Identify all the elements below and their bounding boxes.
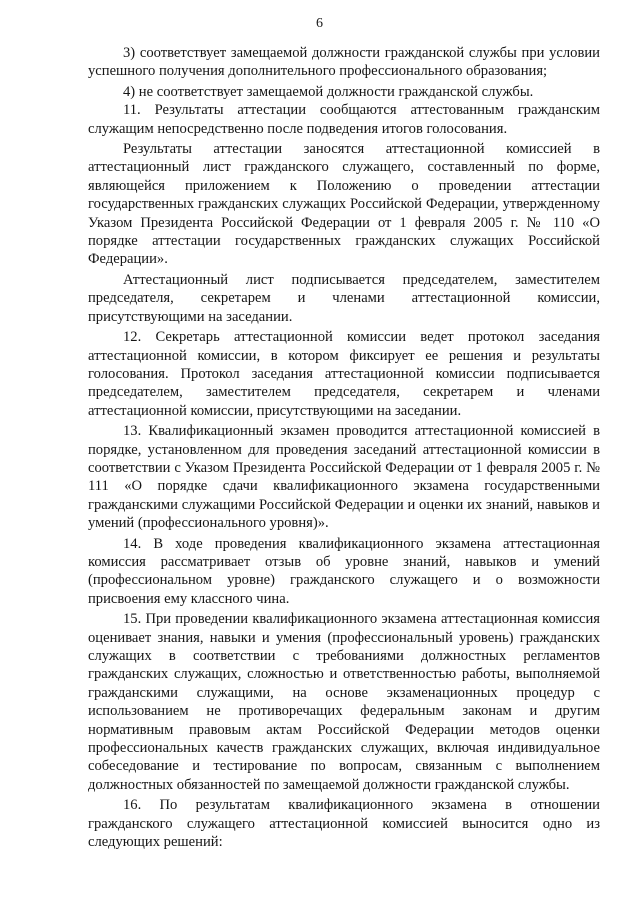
paragraph-section-13: 13. Квалификационный экзамен проводится аттестационной комиссией в порядке, установленном для проведения заседаний аттестационной комиссии в соответствии с Указом Президента Российской Федерации от 1 февраля 2005 г. № 111 «О порядке сдачи квалификационного экзамена государственными гражданскими служащими Российской Федерации и оценки их знаний, навыков и умений (профессионального уровня)». xyxy=(88,423,600,532)
paragraph-attestation-results: Результаты аттестации заносятся аттестационной комиссией в аттестационный лист гражданского служащего, составленный по форме, являющейся приложением к Положению о проведении аттестации государственных гражданских служащих Российской Федерации, утвержденному Указом Президента Российской Федерации от 1 февраля 2005 г. № 110 «О порядке аттестации государственных гражданских служащих Российской Федерации». xyxy=(88,141,600,268)
paragraph-item-3: 3) соответствует замещаемой должности гражданской службы при условии успешного получения дополнительного профессионального образования; xyxy=(88,45,600,80)
paragraph-section-15: 15. При проведении квалификационного экзамена аттестационная комиссия оценивает знания, навыки и умения (профессиональный уровень) гражданских служащих в соответствии с требованиями должностных регламентов гражданских служащих, сложностью и ответственностью работы, выполняемой гражданскими служащими, на основе экзаменационных процедур с использованием не противоречащих федеральным законам и другим нормативным правовым актам Российской Федерации методов оценки профессиональных качеств гражданских служащих, включая индивидуальное собеседование и тестирование по вопросам, связанным с выполнением должностных обязанностей по замещаемой должности гражданской службы. xyxy=(88,611,600,793)
page-number: 6 xyxy=(316,16,323,31)
document-body xyxy=(88,44,600,851)
paragraph-section-12: 12. Секретарь аттестационной комиссии ведет протокол заседания аттестационной комиссии, в котором фиксирует ее решения и результаты голосования. Протокол заседания аттестационной комиссии подписывается председателем, заместителем председателя, секретарем и членами аттестационной комиссии, присутствующими на заседании. xyxy=(88,329,600,419)
paragraph-item-4: 4) не соответствует замещаемой должности гражданской службы. xyxy=(123,83,534,100)
paragraph-section-16: 16. По результатам квалификационного экзамена в отношении гражданского служащего аттестационной комиссией выносится одно из следующих решений: xyxy=(88,797,600,851)
paragraph-section-11: 11. Результаты аттестации сообщаются аттестованным гражданским служащим непосредственно после подведения итогов голосования. xyxy=(88,102,600,137)
paragraph-section-14: 14. В ходе проведения квалификационного экзамена аттестационная комиссия рассматривает отзыв об уровне знаний, навыков и умений (профессиональном уровне) гражданского служащего и о возможности присвоения ему классного чина. xyxy=(88,535,600,607)
paragraph-attestation-sheet: Аттестационный лист подписывается председателем, заместителем председателя, секретарем и членами аттестационной комиссии, присутствующими на заседании. xyxy=(88,271,600,325)
